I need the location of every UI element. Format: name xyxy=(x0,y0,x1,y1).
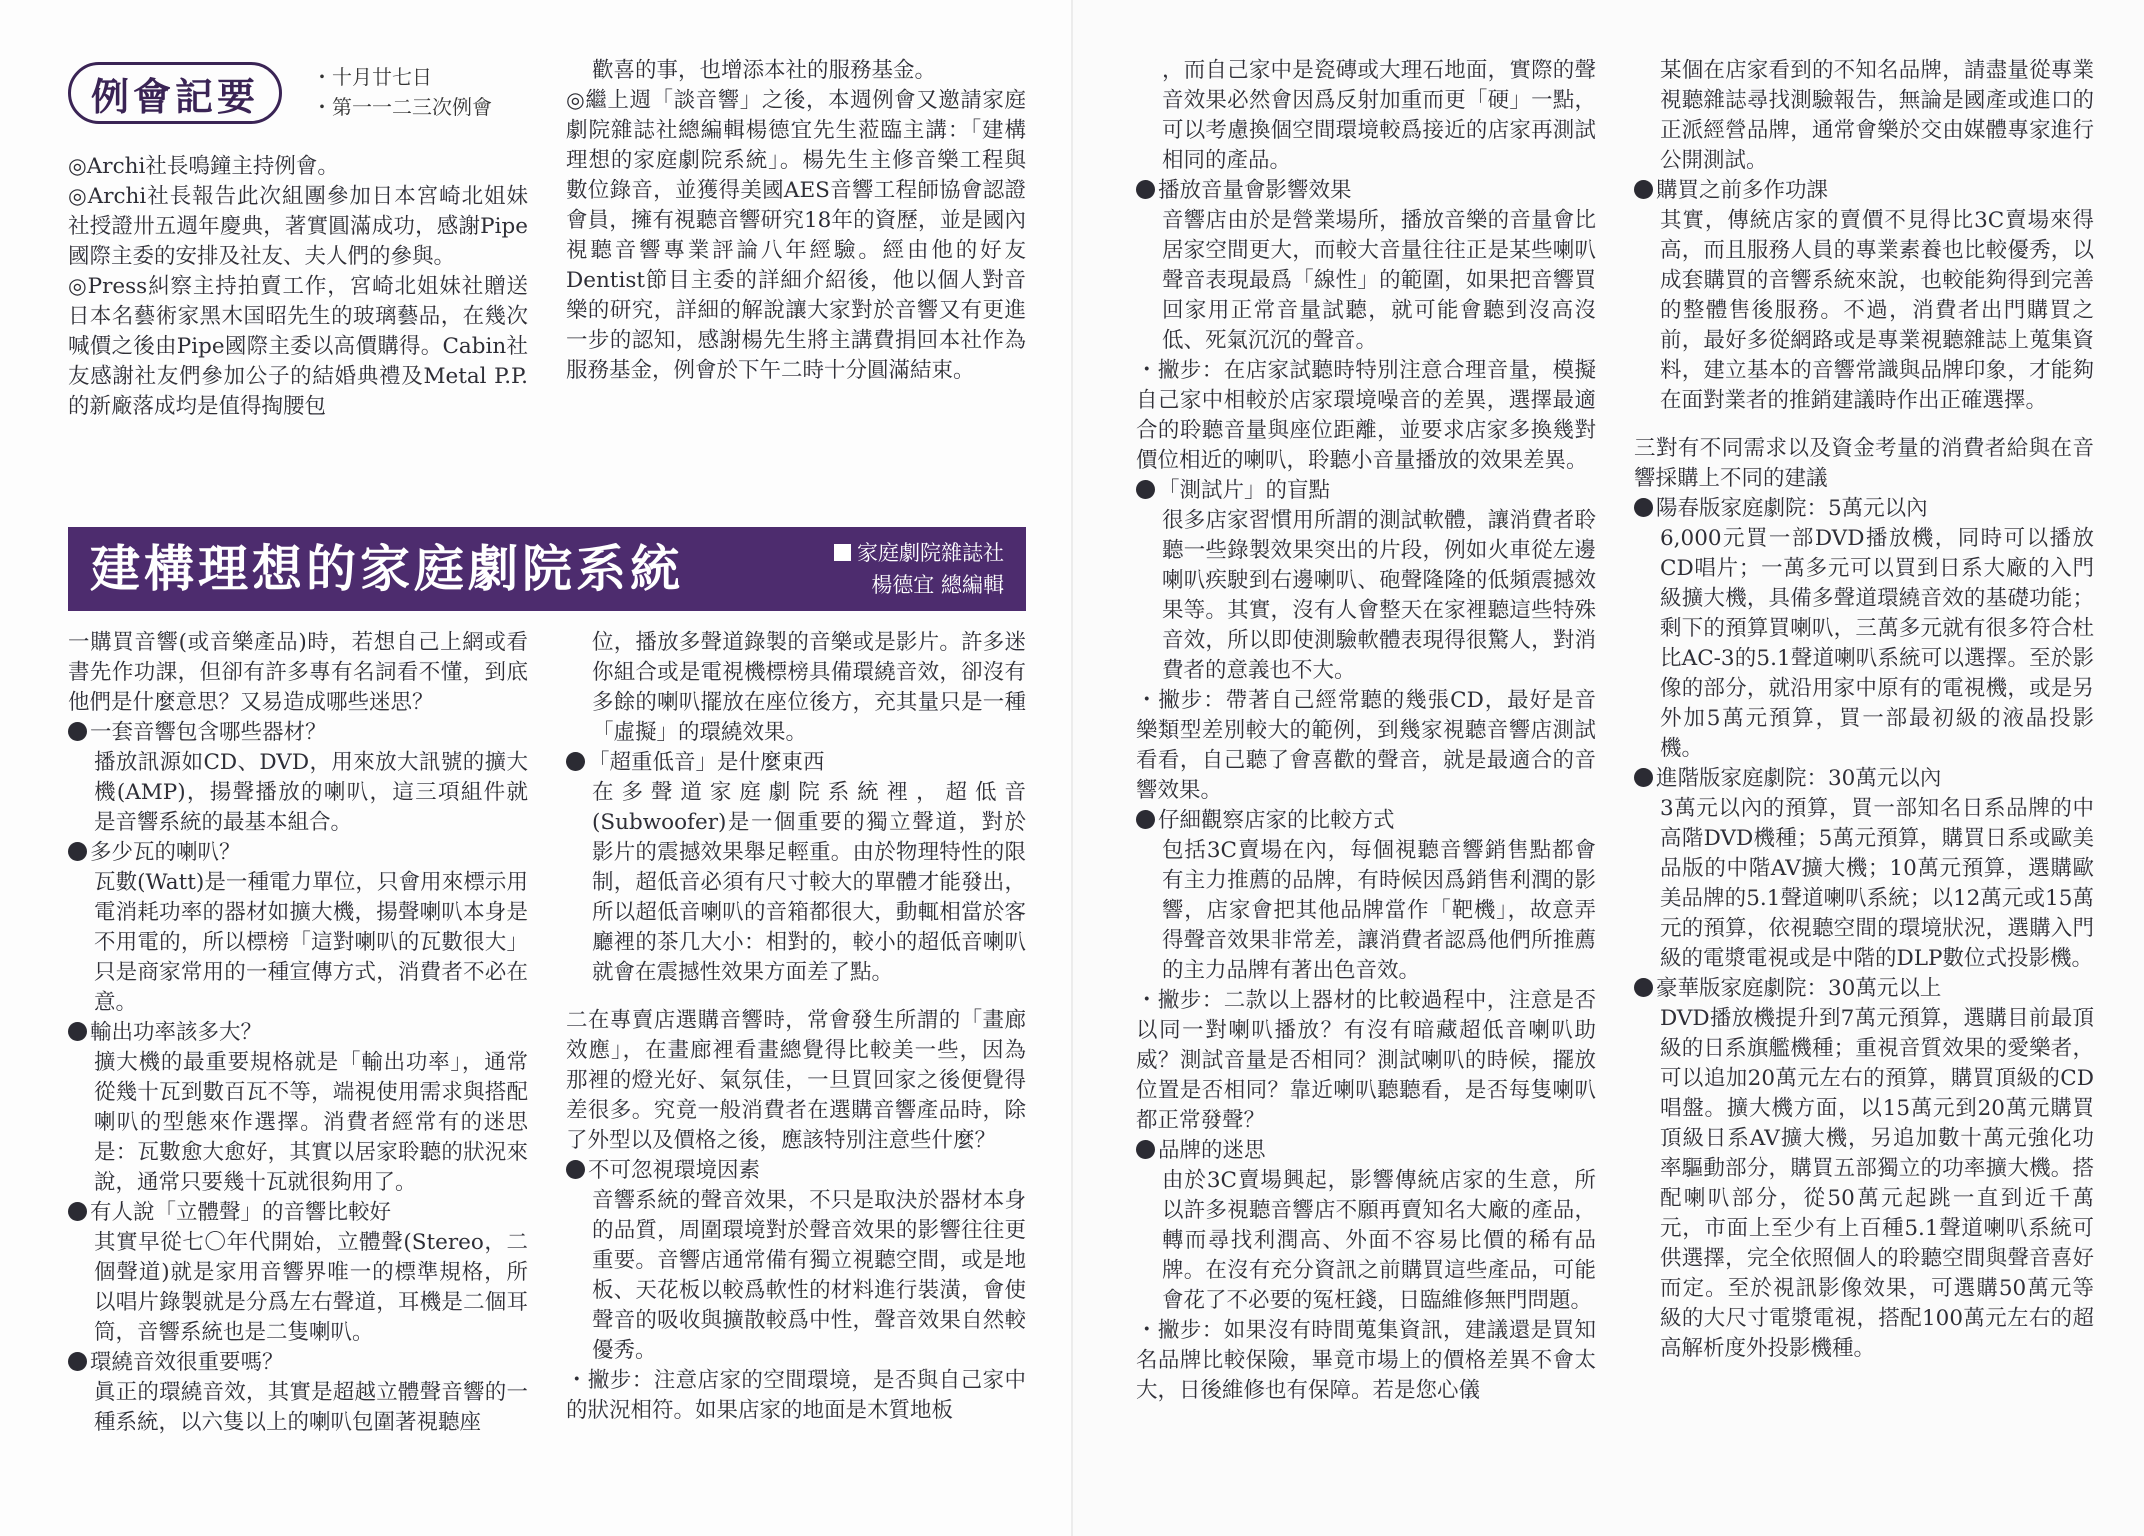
tip-text: ，而自己家中是瓷磚或大理石地面，實際的聲音效果必然會因爲反射加重而更「硬」一點，可以考慮換個空間環境較爲接近的店家再測試相同的產品。 xyxy=(1162,58,1596,173)
question-heading: 輸出功率該多大？ xyxy=(68,1018,528,1048)
section-intro: 三對有不同需求以及資金考量的消費者給與在音響採購上不同的建議 xyxy=(1634,436,2094,491)
answer-text: 瓦數(Watt)是一種電力單位，只會用來標示用電消耗功率的器材如擴大機，揚聲喇叭本身是不用電的，所以標榜「這對喇叭的瓦數很大」只是商家常用的一種宣傳方式，消費者不必在意。 xyxy=(94,870,528,1015)
bullet-icon xyxy=(68,722,87,741)
bullet-icon xyxy=(1634,180,1653,199)
bullet-icon xyxy=(68,1352,87,1371)
answer-text: 播放訊源如CD、DVD，用來放大訊號的擴大機(AMP)，揚聲播放的喇叭，這三項組件就是音響系統的最基本組合。 xyxy=(94,750,528,835)
bullet-icon xyxy=(566,752,585,771)
answer-text: 擴大機的最重要規格就是「輸出功率」，通常從幾十瓦到數百瓦不等，端視使用需求與搭配喇叭的型態來作選擇。消費者經常有的迷思是：瓦數愈大愈好，其實以居家聆聽的狀況來說，通常只要幾十瓦就很夠用了。 xyxy=(94,1050,528,1195)
article-column-1 xyxy=(68,628,528,1528)
tip-text: ・撇步：二款以上器材的比較過程中，注意是否以同一對喇叭播放？有沒有暗藏超低音喇叭助威？測試音量是否相同？測試喇叭的時候，擺放位置是否相同？靠近喇叭聽聽看，是否每隻喇叭都正常發聲？ xyxy=(1136,988,1596,1133)
meeting-column-1 xyxy=(68,152,528,482)
answer-text: 眞正的環繞音效，其實是超越立體聲音響的一種系統，以六隻以上的喇叭包圍著視聽座 xyxy=(94,1380,528,1435)
answer-text: 由於3C賣場興起，影響傳統店家的生意，所以許多視聽音響店不願再賣知名大廠的產品，轉而尋找利潤高、外面不容易比價的稀有品牌。在沒有充分資訊之前購買這些產品，可能會花了不必要的冤枉錢，日臨維修無門問題。 xyxy=(1162,1168,1596,1313)
tip-text: ・撇步：在店家試聽時特別注意合理音量，模擬自己家中相較於店家環境噪音的差異，選擇最適合的聆聽音量與座位距離，並要求店家多換幾對價位相近的喇叭，聆聽小音量播放的效果差異。 xyxy=(1136,358,1596,473)
meeting-item: ◎Press糾察主持拍賣工作，宮崎北姐妹社贈送日本名藝術家黑木国昭先生的玻璃藝品，在幾次喊價之後由Pipe國際主委以高價購得。Cabin社友感謝社友們參加公子的結婚典禮及Metal P.P.的新廠落成均是值得掏腰包 xyxy=(68,274,528,419)
answer-text: 音響系統的聲音效果，不只是取決於器材本身的品質，周圍環境對於聲音效果的影響往往更重要。音響店通常備有獨立視聽空間，或是地板、天花板以較爲軟性的材料進行裝潢，會使聲音的吸收與擴散較爲中性，聲音效果自然較優秀。 xyxy=(592,1188,1026,1363)
question-heading: 「超重低音」是什麼東西 xyxy=(566,748,1026,778)
bullet-icon xyxy=(1136,480,1155,499)
answer-text: 包括3C賣場在內，每個視聽音響銷售點都會有主力推薦的品牌，有時候因爲銷售利潤的影響，店家會把其他品牌當作「靶機」，故意弄得聲音效果非常差，讓消費者認爲他們所推薦的主力品牌有著出色音效。 xyxy=(1162,838,1596,983)
bullet-icon xyxy=(1634,978,1653,997)
section-intro: 一購買音響(或音樂產品)時，若想自己上網或看書先作功課，但卻有許多專有名詞看不懂，到底他們是什麼意思？又易造成哪些迷思？ xyxy=(68,630,528,715)
article-column-3 xyxy=(1136,56,1596,1528)
question-heading: 進階版家庭劇院：30萬元以內 xyxy=(1634,764,2094,794)
question-heading: 豪華版家庭劇院：30萬元以上 xyxy=(1634,974,2094,1004)
bullet-icon xyxy=(566,1160,585,1179)
meeting-badge: 例會記要 xyxy=(68,62,282,124)
article-column-2 xyxy=(566,628,1026,1528)
article-source xyxy=(834,537,1004,601)
bullet-icon xyxy=(1136,180,1155,199)
source-publisher: 家庭劇院雜誌社 xyxy=(857,541,1004,565)
tip-text: ・撇步：注意店家的空間環境，是否與自己家中的狀況相符。如果店家的地面是木質地板 xyxy=(566,1368,1026,1423)
meeting-item: ◎Archi社長鳴鐘主持例會。 xyxy=(68,154,339,179)
source-author: 楊德宜 總編輯 xyxy=(871,573,1004,597)
question-heading: 「測試片」的盲點 xyxy=(1136,476,1596,506)
question-heading: 有人說「立體聲」的音響比較好 xyxy=(68,1198,528,1228)
question-heading: 播放音量會影響效果 xyxy=(1136,176,1596,206)
answer-text: 6,000元買一部DVD播放機，同時可以播放CD唱片；一萬多元可以買到日系大廠的入門級擴大機，具備多聲道環繞音效的基礎功能；剩下的預算買喇叭，三萬多元就有很多符合杜比AC-3的5.1聲道喇叭系統可以選擇。至於影像的部分，就沿用家中原有的電視機，或是另外加5萬元預算，買一部最初級的液晶投影機。 xyxy=(1660,526,2094,761)
square-bullet-icon xyxy=(834,544,851,561)
bullet-icon xyxy=(68,842,87,861)
answer-text: DVD播放機提升到7萬元預算，選購目前最頂級的日系旗艦機種；重視音質效果的愛樂者，可以追加20萬元左右的預算，購買頂級的CD唱盤。擴大機方面，以15萬元到20萬元購買頂級日系AV擴大機，另追加數十萬元強化功率驅動部分，購買五部獨立的功率擴大機。搭配喇叭部分，從50萬元起跳一直到近千萬元，市面上至少有上百種5.1聲道喇叭系統可供選擇，完全依照個人的聆聽空間與聲音喜好而定。至於視訊影像效果，可選購50萬元等級的大尺寸電漿電視，搭配100萬元左右的超高解析度外投影機種。 xyxy=(1660,1006,2094,1361)
question-heading: 品牌的迷思 xyxy=(1136,1136,1596,1166)
question-heading: 不可忽視環境因素 xyxy=(566,1156,1026,1186)
answer-text: 3萬元以內的預算，買一部知名日系品牌的中高階DVD機種；5萬元預算，購買日系或歐美品版的中階AV擴大機；10萬元預算，選購歐美品牌的5.1聲道喇叭系統；以12萬元或15萬元的預算，依視聽空間的環境狀況，選購入門級的電漿電視或是中階的DLP數位式投影機。 xyxy=(1660,796,2094,971)
answer-text: 其實早從七〇年代開始，立體聲(Stereo，二個聲道)就是家用音響界唯一的標準規格，所以唱片錄製就是分爲左右聲道，耳機是二個耳筒，音響系統也是二隻喇叭。 xyxy=(94,1230,528,1345)
meeting-date: ・十月廿七日 xyxy=(312,65,432,89)
question-heading: 陽春版家庭劇院：5萬元以內 xyxy=(1634,494,2094,524)
article-title: 建構理想的家庭劇院系統 xyxy=(90,539,684,598)
page-fold xyxy=(1071,0,1073,1536)
question-heading: 多少瓦的喇叭？ xyxy=(68,838,528,868)
meeting-item: ◎Archi社長報告此次組團參加日本宮崎北姐妹社授證卅五週年慶典，著實圓滿成功，感謝Pipe國際主委的安排及社友、夫人們的參與。 xyxy=(68,184,528,269)
answer-text: 音響店由於是營業場所，播放音樂的音量會比居家空間更大，而較大音量往往正是某些喇叭聲音表現最爲「線性」的範圍，如果把音響買回家用正常音量試聽，就可能會聽到沒高沒低、死氣沉沉的聲音。 xyxy=(1162,208,1596,353)
question-heading: 一套音響包含哪些器材？ xyxy=(68,718,528,748)
bullet-icon xyxy=(1136,810,1155,829)
tip-text: 某個在店家看到的不知名品牌，請盡量從專業視聽雜誌尋找測驗報告，無論是國產或進口的正派經營品牌，通常會樂於交由媒體專家進行公開測試。 xyxy=(1660,58,2094,173)
bullet-icon xyxy=(68,1022,87,1041)
answer-text: 在多聲道家庭劇院系統裡，超低音(Subwoofer)是一個重要的獨立聲道，對於影片的震撼效果舉足輕重。由於物理特性的限制，超低音必須有尺寸較大的單體才能發出，所以超低音喇叭的音箱都很大，動輒相當於客廳裡的茶几大小：相對的，較小的超低音喇叭就會在震撼性效果方面差了點。 xyxy=(592,780,1026,985)
meeting-column-2 xyxy=(566,56,1026,476)
tip-text: ・撇步：帶著自己經常聽的幾張CD，最好是音樂類型差別較大的範例，到幾家視聽音響店測試看看，自己聽了會喜歡的聲音，就是最適合的音響效果。 xyxy=(1136,688,1596,803)
bullet-icon xyxy=(1634,498,1653,517)
answer-text: 很多店家習慣用所謂的測試軟體，讓消費者聆聽一些錄製效果突出的片段，例如火車從左邊喇叭疾駛到右邊喇叭、砲聲隆隆的低頻震撼效果等。其實，沒有人會整天在家裡聽這些特殊音效，所以即使測驗軟體表現得很驚人，對消費者的意義也不大。 xyxy=(1162,508,1596,683)
answer-text: 其實，傳統店家的賣價不見得比3C賣場來得高，而且服務人員的專業素養也比較優秀，以成套購買的音響系統來說，也較能夠得到完善的整體售後服務。不過，消費者出門購買之前，最好多從網路或是專業視聽雜誌上蒐集資料，建立基本的音響常識與品牌印象，才能夠在面對業者的推銷建議時作出正確選擇。 xyxy=(1660,208,2094,413)
meeting-session: ・第一一二三次例會 xyxy=(312,95,492,119)
article-column-4 xyxy=(1634,56,2094,1528)
bullet-icon xyxy=(1634,768,1653,787)
answer-text: 位，播放多聲道錄製的音樂或是影片。許多迷你組合或是電視機標榜具備環繞音效，卻沒有多餘的喇叭擺放在座位後方，充其量只是一種「虛擬」的環繞效果。 xyxy=(592,630,1026,745)
bullet-icon xyxy=(68,1202,87,1221)
article-banner xyxy=(68,527,1026,611)
question-heading: 購買之前多作功課 xyxy=(1634,176,2094,206)
question-heading: 仔細觀察店家的比較方式 xyxy=(1136,806,1596,836)
question-heading: 環繞音效很重要嗎？ xyxy=(68,1348,528,1378)
bullet-icon xyxy=(1136,1140,1155,1159)
section-intro: 二在專賣店選購音響時，常會發生所謂的「畫廊效應」，在畫廊裡看畫總覺得比較美一些，因為那裡的燈光好、氣氛佳，一旦買回家之後便覺得差很多。究竟一般消費者在選購音響產品時，除了外型以及價格之後，應該特別注意些什麼？ xyxy=(566,1008,1026,1153)
meeting-info xyxy=(312,62,492,122)
tip-text: ・撇步：如果沒有時間蒐集資訊，建議還是買知名品牌比較保險，畢竟市場上的價格差異不會太大，日後維修也有保障。若是您心儀 xyxy=(1136,1318,1596,1403)
meeting-item: 歡喜的事，也增添本社的服務基金。 xyxy=(592,58,937,83)
meeting-item: ◎繼上週「談音響」之後，本週例會又邀請家庭劇院雜誌社總編輯楊德宜先生蒞臨主講：「建構理想的家庭劇院系統」。楊先生主修音樂工程與數位錄音，並獲得美國AES音響工程師協會認證會員，擁有視聽音響研究18年的資歷，並是國內視聽音響專業評論八年經驗。經由他的好友Dentist節目主委的詳細介紹後，他以個人對音樂的研究，詳細的解說讓大家對於音響又有更進一步的認知，感謝楊先生將主講費捐回本社作為服務基金，例會於下午二時十分圓滿結束。 xyxy=(566,88,1026,383)
